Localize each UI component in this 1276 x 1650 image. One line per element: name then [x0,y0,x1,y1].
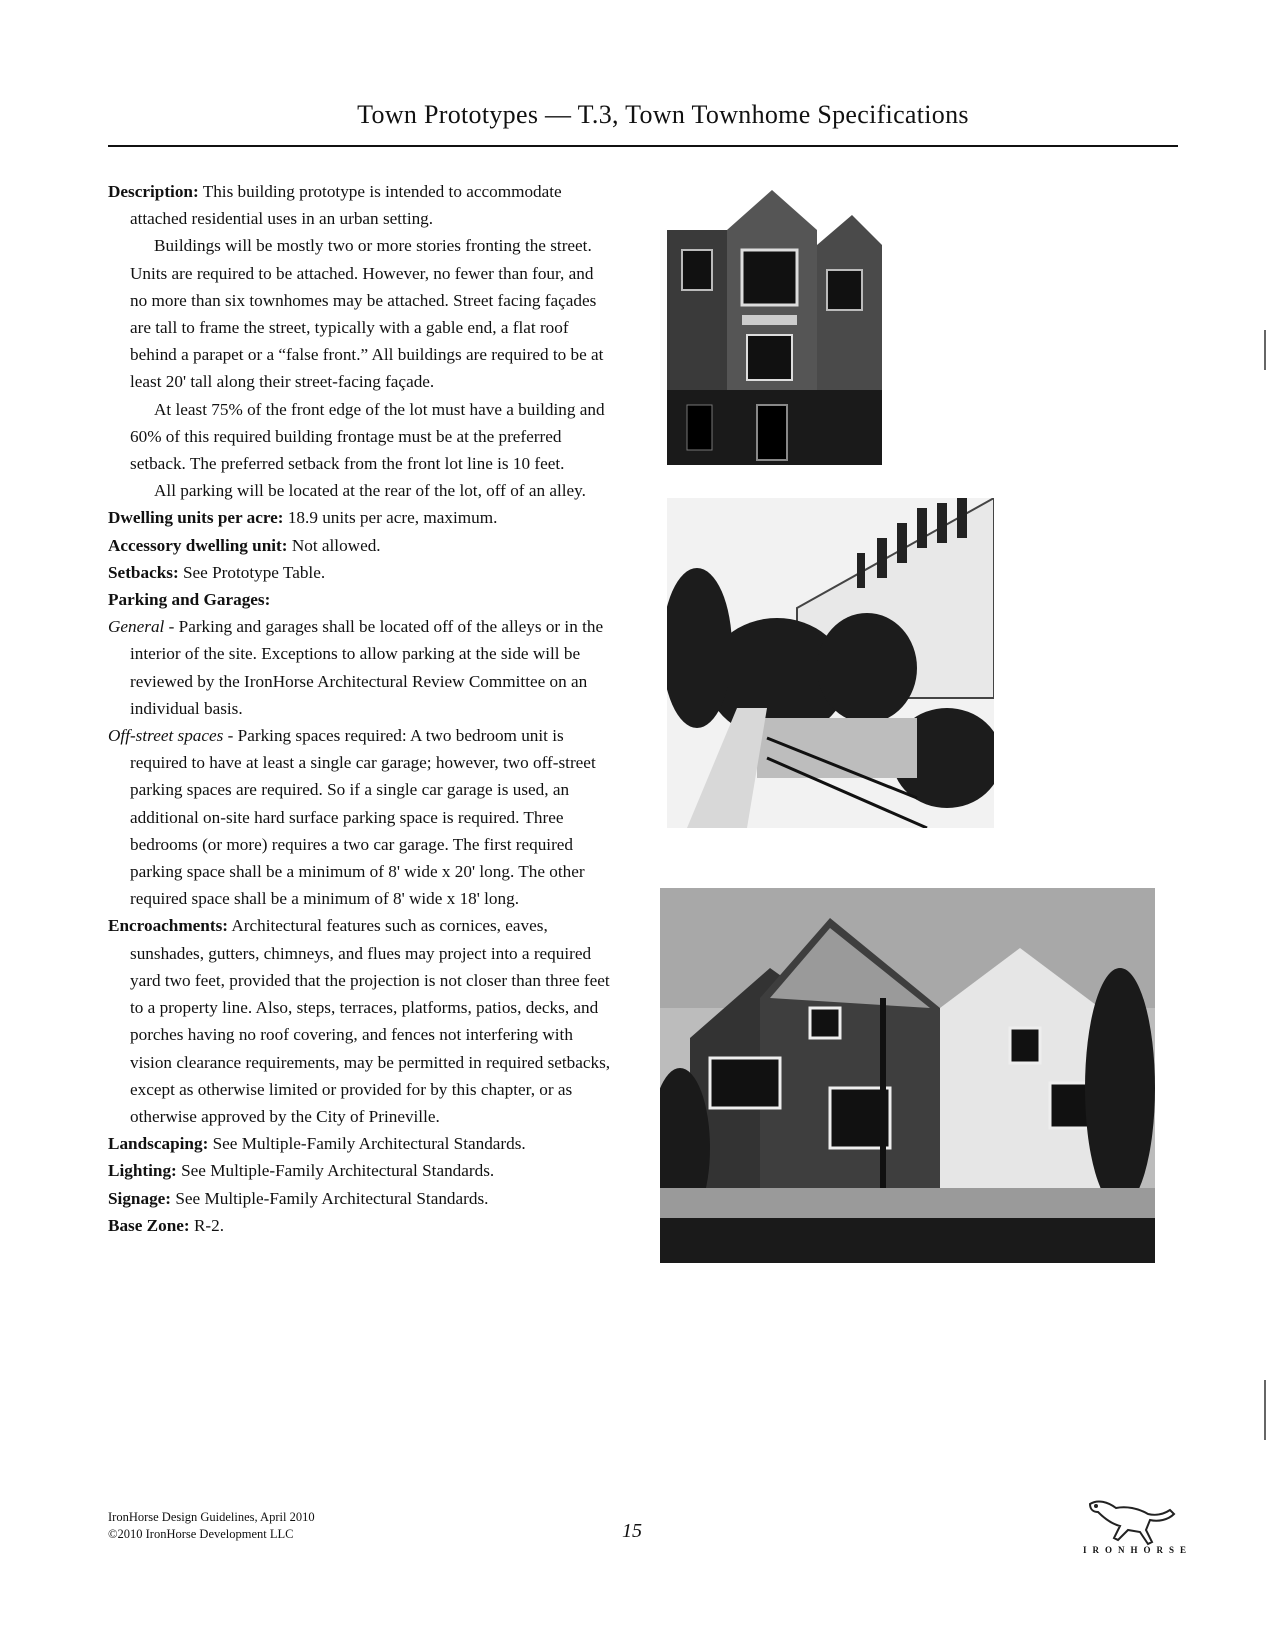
base-zone-text: R-2. [193,1215,225,1235]
footer-line-1: IronHorse Design Guidelines, April 2010 [108,1510,315,1524]
setbacks-item [108,559,613,586]
dwelling-units-text: 18.9 units per acre, maximum. [287,508,498,528]
dwelling-units-item [108,504,613,531]
parking-heading [108,586,613,613]
signage-item [108,1185,613,1212]
page-title: Town Prototypes — T.3, Town Townhome Specifications [357,100,969,129]
accessory-dwelling-text: Not allowed. [291,535,381,555]
accessory-dwelling-term: Accessory dwelling unit: [108,535,288,555]
parking-general-text: Parking and garages shall be located off of the alleys or in the interior of the site. Exceptions to allow parking at the side will be reviewed by the IronHorse Architectural Review Committee on an individual basis. [130,617,604,718]
text-column [108,178,613,1239]
parking-offstreet-text: Parking spaces required: A two bedroom unit is required to have at least a single car garage; however, two off-street parking spaces are required. So if a single car garage is used, an additional on-site hard surface parking space is required. Three bedrooms (or more) requires a two car garage. The first required parking space shall be a minimum of 8' wide x 20' long. The other required space shall be a minimum of 8' wide x 18' long. [130,726,596,909]
description-paragraph-3: At least 75% of the front edge of the lot must have a building and 60% of this required building frontage must be at the preferred setback. The preferred setback from the front lot line is 10 feet. [130,399,605,474]
description-paragraph-2: Buildings will be mostly two or more stories fronting the street. Units are required to be attached. However, no fewer than four, and no more than six townhomes may be attached. Street facing façades are tall to frame the street, typically with a gable end, a flat roof behind a parapet or a “false front.” All buildings are required to be at least 20' tall along their street-facing façade. [130,236,604,392]
encroachments-item [108,912,613,1130]
lighting-text: See Multiple-Family Architectural Standards. [181,1161,495,1181]
description-term: Description: [108,182,199,201]
scan-edge-mark [1264,330,1266,370]
base-zone-term: Base Zone: [108,1215,190,1235]
townhome-photo-1 [667,190,882,465]
lighting-item [108,1157,613,1184]
setbacks-text: See Prototype Table. [182,562,326,582]
dwelling-units-term: Dwelling units per acre: [108,508,284,528]
horse-logo-icon [1078,1484,1178,1554]
parking-general-term: General - [108,617,175,637]
lighting-term: Lighting: [108,1161,177,1181]
landscaping-item [108,1130,613,1157]
encroachments-term: Encroachments: [108,916,228,936]
page-number: 15 [622,1520,642,1542]
encroachments-text: Architectural features such as cornices, eaves, sunshades, gutters, chimneys, and flues may project into a required yard two feet, provided that the projection is not closer than three feet to a property line. Also, steps, terraces, platforms, patios, decks, and porches having no roof covering, and fences not interfering with vision clearance requirements, may be permitted in required setbacks, except as otherwise limited or provided for by this chapter, or as otherwise approved by the City of Prineville. [130,916,611,1126]
description-text-1: This building prototype is intended to accommodate attached residential uses in an urban setting. [130,182,562,229]
parking-general-item [108,613,613,722]
accessory-dwelling-item [108,532,613,559]
landscaping-term: Landscaping: [108,1134,209,1154]
footer-line-2: ©2010 IronHorse Development LLC [108,1527,294,1541]
townhome-photo-2 [667,498,994,828]
parking-offstreet-term: Off-street spaces - [108,726,234,746]
signage-text: See Multiple-Family Architectural Standards. [175,1188,489,1208]
parking-term: Parking and Garages: [108,590,271,610]
scan-edge-mark [1264,1380,1266,1440]
townhome-photo-3 [660,888,1155,1263]
description-paragraph [108,178,613,232]
landscaping-text: See Multiple-Family Architectural Standards. [212,1134,526,1154]
logo-wordmark: IRONHORSE [1083,1545,1193,1555]
description-paragraph-4: All parking will be located at the rear of the lot, off of an alley. [154,481,586,501]
base-zone-item [108,1212,613,1239]
setbacks-term: Setbacks: [108,562,179,582]
title-rule [108,145,1178,147]
parking-offstreet-item [108,722,613,912]
signage-term: Signage: [108,1188,172,1208]
footer-text [108,1509,315,1543]
